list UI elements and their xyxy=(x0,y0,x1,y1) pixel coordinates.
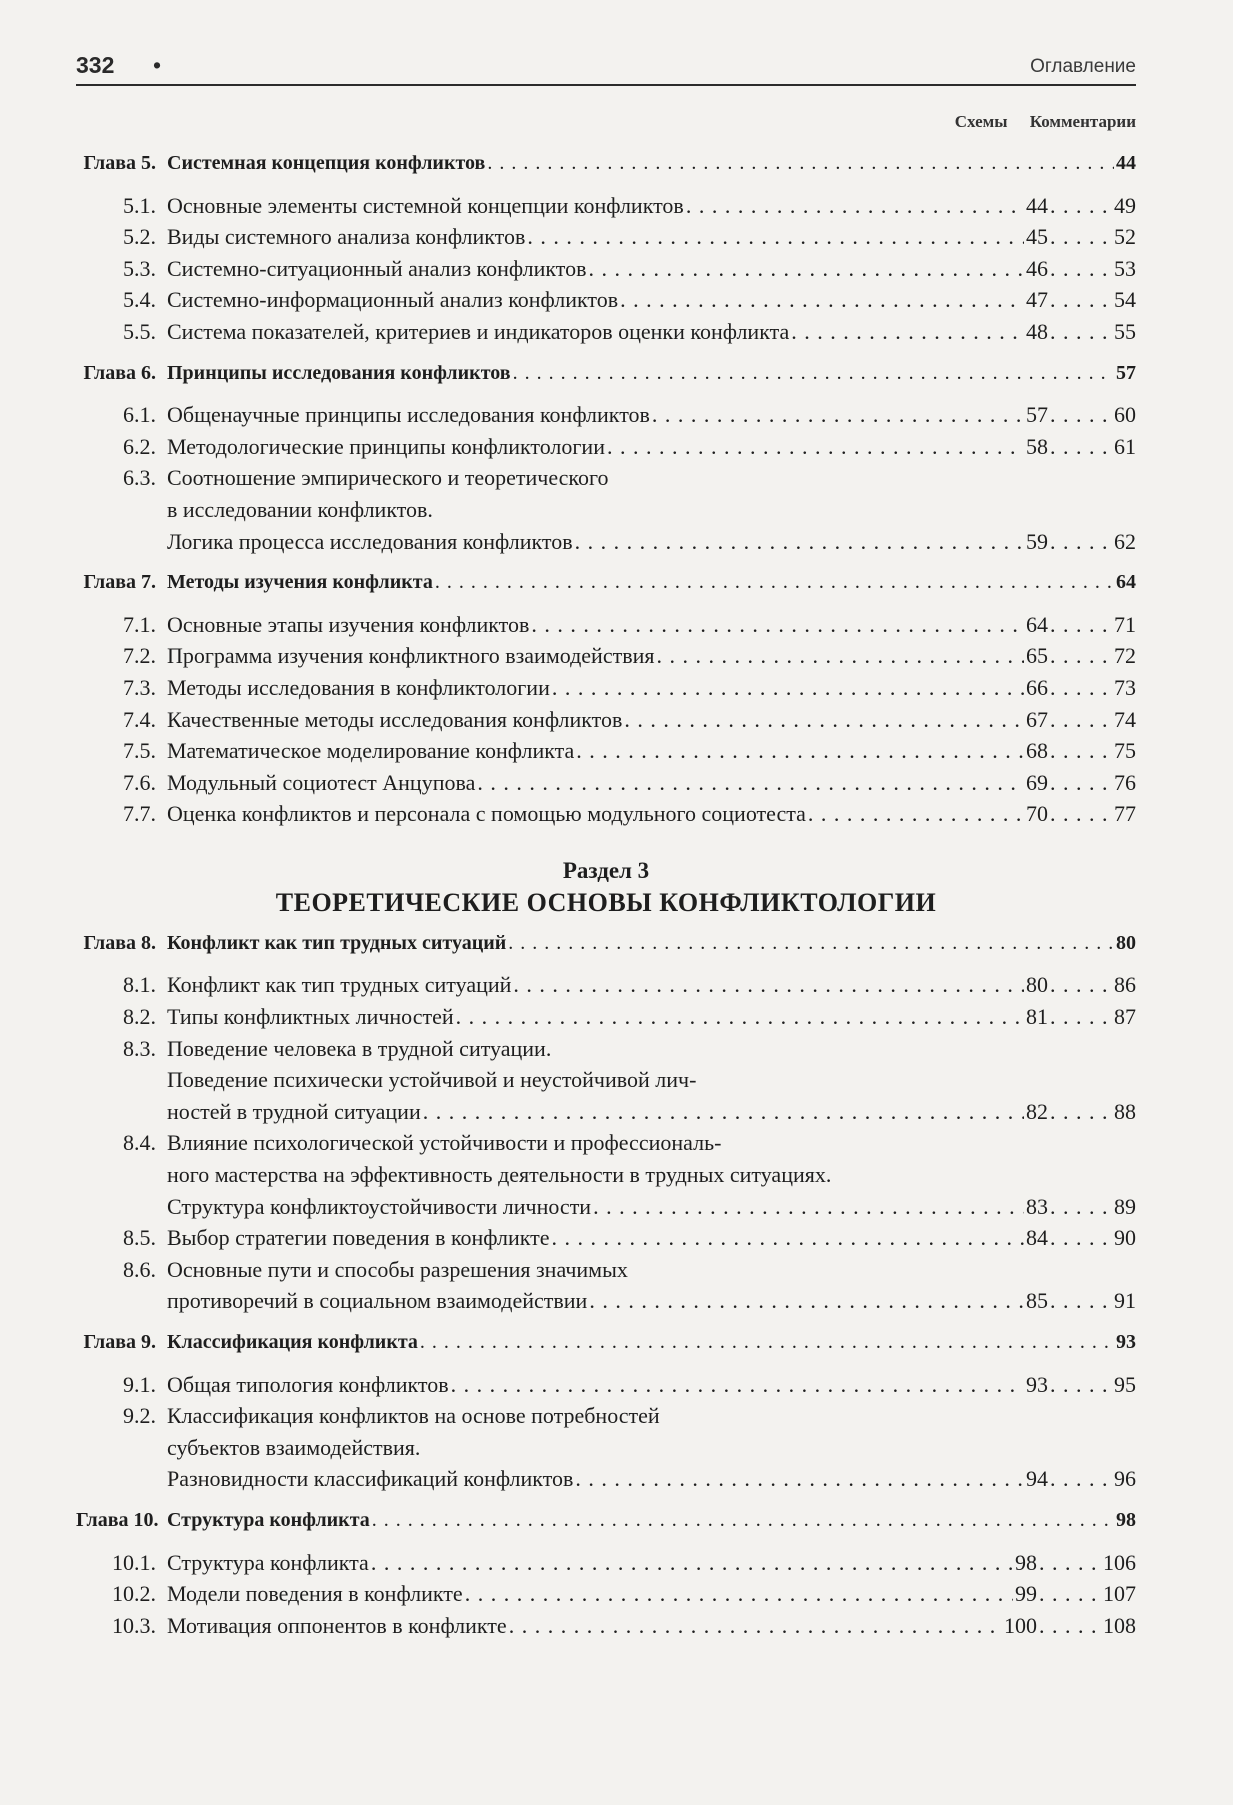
item-title: Классификация конфликтов на основе потребностей xyxy=(167,1403,660,1429)
item-title: Конфликт как тип трудных ситуаций xyxy=(167,972,512,998)
toc-item-line xyxy=(76,526,1136,558)
item-title: Поведение человека в трудной ситуации. xyxy=(167,1035,552,1061)
comment-page: 54 xyxy=(1114,287,1136,313)
comment-page: 89 xyxy=(1114,1193,1136,1219)
toc-item-line xyxy=(76,640,1136,672)
chapter-label: Глава 5. xyxy=(83,152,156,174)
comment-page: 75 xyxy=(1114,738,1136,764)
item-title: Качественные методы исследования конфликтов xyxy=(167,706,623,732)
scheme-page: 94 xyxy=(1026,1466,1048,1492)
spacer xyxy=(76,180,1136,190)
dot-leader xyxy=(423,1096,1024,1128)
column-header-schemes: Схемы xyxy=(954,112,1008,131)
toc-item-line xyxy=(76,1463,1136,1495)
comment-page: 88 xyxy=(1114,1098,1136,1124)
item-number: 9.2. xyxy=(123,1403,156,1429)
dot-leader xyxy=(1050,767,1112,799)
dot-leader xyxy=(1050,704,1112,736)
item-number: 6.1. xyxy=(123,402,156,428)
dot-leader xyxy=(1050,284,1112,316)
item-title: Разновидности классификаций конфликтов xyxy=(167,1466,574,1492)
item-title: Основные пути и способы разрешения значимых xyxy=(167,1256,628,1282)
item-number: 7.4. xyxy=(123,706,156,732)
item-title: Методы исследования в конфликтологии xyxy=(167,674,550,700)
toc-item-line xyxy=(76,1064,1136,1096)
comment-page: 62 xyxy=(1114,528,1136,554)
dot-leader xyxy=(1039,1610,1101,1642)
item-title: Модели поведения в конфликте xyxy=(167,1581,463,1607)
item-title: ностей в трудной ситуации xyxy=(167,1098,421,1124)
dot-leader xyxy=(791,316,1024,348)
dot-leader xyxy=(1050,672,1112,704)
scheme-page: 84 xyxy=(1026,1225,1048,1251)
item-title: противоречий в социальном взаимодействии xyxy=(167,1288,588,1314)
item-title: Поведение психически устойчивой и неустойчивой лич- xyxy=(167,1067,697,1093)
dot-leader xyxy=(593,1191,1024,1223)
item-title: Основные этапы изучения конфликтов xyxy=(167,611,530,637)
scheme-page: 64 xyxy=(1026,611,1048,637)
comment-page: 52 xyxy=(1114,224,1136,250)
dot-leader xyxy=(451,1369,1024,1401)
scheme-page: 66 xyxy=(1026,674,1048,700)
chapter-label: Глава 6. xyxy=(83,361,156,384)
comment-page: 77 xyxy=(1114,801,1136,827)
section-heading xyxy=(76,856,1136,920)
dot-leader xyxy=(1050,316,1112,348)
spacer xyxy=(76,599,1136,609)
comment-page: 86 xyxy=(1114,972,1136,998)
item-number: 7.7. xyxy=(123,801,156,827)
page-number: 332 xyxy=(76,52,115,78)
item-number: 5.3. xyxy=(123,255,156,281)
comment-page: 53 xyxy=(1114,255,1136,281)
chapter-title: Классификация конфликта xyxy=(167,1331,418,1353)
dot-leader xyxy=(1050,399,1112,431)
dot-leader xyxy=(1050,1285,1112,1317)
item-number: 6.3. xyxy=(123,465,156,491)
spacer xyxy=(76,1537,1136,1547)
comment-page: 96 xyxy=(1114,1466,1136,1492)
chapter-title: Методы изучения конфликта xyxy=(167,571,433,594)
chapter-page: 64 xyxy=(1116,571,1136,594)
item-title: Соотношение эмпирического и теоретического xyxy=(167,465,609,491)
comment-page: 61 xyxy=(1114,433,1136,459)
chapter-label: Глава 9. xyxy=(83,1331,156,1353)
dot-leader xyxy=(575,526,1024,558)
spacer xyxy=(76,1495,1136,1505)
dot-leader xyxy=(552,1222,1024,1254)
dot-leader xyxy=(420,1327,1114,1359)
toc-item-line xyxy=(76,767,1136,799)
item-title: Программа изучения конфликтного взаимодействия xyxy=(167,643,655,669)
scheme-page: 65 xyxy=(1026,643,1048,669)
toc-item-line xyxy=(76,609,1136,641)
comment-page: 91 xyxy=(1114,1288,1136,1314)
toc-item-line xyxy=(76,1400,1136,1432)
toc-item-line xyxy=(76,1547,1136,1579)
scheme-page: 70 xyxy=(1026,801,1048,827)
toc-item-line xyxy=(76,798,1136,830)
toc-item-line xyxy=(76,494,1136,526)
dot-leader xyxy=(509,1610,1002,1642)
scheme-page: 85 xyxy=(1026,1288,1048,1314)
section-title: ТЕОРЕТИЧЕСКИЕ ОСНОВЫ КОНФЛИКТОЛОГИИ xyxy=(275,887,937,917)
chapter-title: Конфликт как тип трудных ситуаций xyxy=(167,931,507,954)
toc-item-line xyxy=(76,284,1136,316)
chapter-page: 80 xyxy=(1116,931,1136,954)
comment-page: 95 xyxy=(1114,1371,1136,1397)
toc-item-line xyxy=(76,735,1136,767)
spacer xyxy=(76,557,1136,567)
table-of-contents-part-1 xyxy=(76,148,1136,840)
comment-page: 49 xyxy=(1114,192,1136,218)
item-number: 7.6. xyxy=(123,769,156,795)
scheme-page: 80 xyxy=(1026,972,1048,998)
chapter-entry xyxy=(76,928,1136,960)
scheme-page: 44 xyxy=(1026,192,1048,218)
item-number: 6.2. xyxy=(123,433,156,459)
item-number: 5.5. xyxy=(123,318,156,344)
chapter-title: Системная концепция конфликтов xyxy=(167,152,486,174)
toc-item-line xyxy=(76,704,1136,736)
item-number: 8.5. xyxy=(123,1225,156,1251)
dot-leader xyxy=(1050,190,1112,222)
dot-leader xyxy=(1050,969,1112,1001)
dot-leader xyxy=(1050,1096,1112,1128)
toc-item-line xyxy=(76,1610,1136,1642)
dot-leader xyxy=(686,190,1024,222)
toc-item-line xyxy=(76,431,1136,463)
item-title: Структура конфликта xyxy=(167,1549,369,1575)
toc-item-line xyxy=(76,1369,1136,1401)
dot-leader xyxy=(607,431,1024,463)
dot-leader xyxy=(1050,1222,1112,1254)
item-title: Типы конфликтных личностей xyxy=(167,1004,454,1030)
toc-item-line xyxy=(76,1578,1136,1610)
item-title: субъектов взаимодействия. xyxy=(167,1434,421,1460)
toc-item-line xyxy=(76,253,1136,285)
dot-leader xyxy=(1050,1463,1112,1495)
dot-leader xyxy=(465,1578,1013,1610)
toc-item-line xyxy=(76,1159,1136,1191)
toc-item-line xyxy=(76,1191,1136,1223)
comment-page: 90 xyxy=(1114,1225,1136,1251)
dot-leader xyxy=(371,1547,1013,1579)
dot-leader xyxy=(513,358,1114,390)
dot-leader xyxy=(1050,609,1112,641)
dot-leader xyxy=(477,767,1024,799)
item-title: в исследовании конфликтов. xyxy=(167,496,433,522)
dot-leader xyxy=(508,928,1114,960)
scheme-page: 67 xyxy=(1026,706,1048,732)
scheme-page: 59 xyxy=(1026,528,1048,554)
scheme-page: 82 xyxy=(1026,1098,1048,1124)
item-title: Системно-информационный анализ конфликтов xyxy=(167,287,619,313)
section-label: Раздел 3 xyxy=(562,857,650,883)
book-page xyxy=(76,44,1136,1651)
dot-leader xyxy=(1050,1191,1112,1223)
dot-leader xyxy=(575,1463,1024,1495)
toc-item-line xyxy=(76,399,1136,431)
chapter-title: Принципы исследования конфликтов xyxy=(167,361,511,384)
item-title: Влияние психологической устойчивости и профессиональ- xyxy=(167,1130,722,1156)
dot-leader xyxy=(531,609,1024,641)
toc-item-line xyxy=(76,1001,1136,1033)
scheme-page: 81 xyxy=(1026,1004,1048,1030)
dot-leader xyxy=(1050,798,1112,830)
comment-page: 55 xyxy=(1114,318,1136,344)
chapter-entry xyxy=(76,358,1136,390)
dot-leader xyxy=(527,221,1024,253)
bullet-glyph: • xyxy=(153,52,162,78)
item-title: Структура конфликтоустойчивости личности xyxy=(167,1193,592,1219)
scheme-page: 93 xyxy=(1026,1371,1048,1397)
dot-leader xyxy=(1050,1001,1112,1033)
comment-page: 76 xyxy=(1114,769,1136,795)
item-number: 5.1. xyxy=(123,192,156,218)
chapter-label: Глава 10. xyxy=(76,1508,159,1531)
dot-leader xyxy=(657,640,1025,672)
chapter-page: 93 xyxy=(1116,1331,1136,1353)
comment-page: 107 xyxy=(1103,1581,1136,1607)
scheme-page: 99 xyxy=(1015,1581,1037,1607)
item-number: 7.3. xyxy=(123,674,156,700)
scheme-page: 100 xyxy=(1004,1612,1037,1638)
toc-item-line xyxy=(76,316,1136,348)
toc-item-line xyxy=(76,221,1136,253)
scheme-page: 46 xyxy=(1026,255,1048,281)
item-title: Математическое моделирование конфликта xyxy=(167,738,575,764)
item-number: 10.3. xyxy=(112,1612,156,1638)
dot-leader xyxy=(1039,1547,1101,1579)
item-title: Основные элементы системной концепции конфликтов xyxy=(167,192,684,218)
table-of-contents-part-2 xyxy=(76,928,1136,1651)
item-number: 7.5. xyxy=(123,738,156,764)
spacer xyxy=(76,1359,1136,1369)
scheme-page: 68 xyxy=(1026,738,1048,764)
dot-leader xyxy=(487,148,1114,180)
dot-leader xyxy=(1050,253,1112,285)
dot-leader xyxy=(552,672,1024,704)
item-number: 9.1. xyxy=(123,1371,156,1397)
item-number: 8.4. xyxy=(123,1130,156,1156)
comment-page: 73 xyxy=(1114,674,1136,700)
item-number: 8.2. xyxy=(123,1004,156,1030)
chapter-entry xyxy=(76,567,1136,599)
chapter-entry xyxy=(76,1327,1136,1359)
scheme-page: 83 xyxy=(1026,1193,1048,1219)
column-header-comments: Комментарии xyxy=(1029,112,1136,131)
chapter-entry xyxy=(76,148,1136,180)
dot-leader xyxy=(1050,1369,1112,1401)
toc-item-line xyxy=(76,1432,1136,1464)
running-head xyxy=(76,44,1136,86)
chapter-entry xyxy=(76,1505,1136,1537)
comment-page: 60 xyxy=(1114,402,1136,428)
chapter-label: Глава 8. xyxy=(83,931,156,954)
dot-leader xyxy=(1050,640,1112,672)
comment-page: 72 xyxy=(1114,643,1136,669)
scheme-page: 48 xyxy=(1026,318,1048,344)
dot-leader xyxy=(620,284,1024,316)
toc-item-line xyxy=(76,1127,1136,1159)
item-number: 5.4. xyxy=(123,287,156,313)
dot-leader xyxy=(588,253,1024,285)
chapter-title: Структура конфликта xyxy=(167,1508,370,1531)
toc-item-line xyxy=(76,1254,1136,1286)
dot-leader xyxy=(435,567,1114,599)
item-title: Общая типология конфликтов xyxy=(167,1371,449,1397)
item-number: 10.2. xyxy=(112,1581,156,1607)
dot-leader xyxy=(652,399,1024,431)
item-number: 5.2. xyxy=(123,224,156,250)
toc-item-line xyxy=(76,190,1136,222)
scheme-page: 57 xyxy=(1026,402,1048,428)
spacer xyxy=(76,389,1136,399)
running-head-title: Оглавление xyxy=(1030,56,1136,77)
item-number: 8.1. xyxy=(123,972,156,998)
dot-leader xyxy=(1050,735,1112,767)
item-title: Методологические принципы конфликтологии xyxy=(167,433,605,459)
spacer xyxy=(76,830,1136,840)
dot-leader xyxy=(456,1001,1024,1033)
item-number: 10.1. xyxy=(112,1549,156,1575)
comment-page: 106 xyxy=(1103,1549,1136,1575)
scheme-page: 47 xyxy=(1026,287,1048,313)
spacer xyxy=(76,1641,1136,1651)
comment-page: 87 xyxy=(1114,1004,1136,1030)
item-title: Система показателей, критериев и индикаторов оценки конфликта xyxy=(167,318,790,344)
chapter-page: 44 xyxy=(1116,152,1136,174)
item-title: Логика процесса исследования конфликтов xyxy=(167,528,573,554)
toc-item-line xyxy=(76,672,1136,704)
scheme-page: 58 xyxy=(1026,433,1048,459)
item-title: Выбор стратегии поведения в конфликте xyxy=(167,1225,550,1251)
dot-leader xyxy=(576,735,1024,767)
dot-leader xyxy=(1050,221,1112,253)
item-title: Оценка конфликтов и персонала с помощью модульного социотеста xyxy=(167,801,806,827)
toc-item-line xyxy=(76,462,1136,494)
column-headers xyxy=(76,112,1136,138)
comment-page: 74 xyxy=(1114,706,1136,732)
item-number: 7.2. xyxy=(123,643,156,669)
item-number: 8.6. xyxy=(123,1256,156,1282)
item-number: 8.3. xyxy=(123,1035,156,1061)
item-title: Системно-ситуационный анализ конфликтов xyxy=(167,255,587,281)
dot-leader xyxy=(808,798,1024,830)
toc-item-line xyxy=(76,1222,1136,1254)
item-title: Модульный социотест Анцупова xyxy=(167,769,476,795)
chapter-label: Глава 7. xyxy=(83,571,156,594)
toc-item-line xyxy=(76,1285,1136,1317)
chapter-page: 98 xyxy=(1116,1508,1136,1531)
scheme-page: 69 xyxy=(1026,769,1048,795)
spacer xyxy=(76,959,1136,969)
comment-page: 108 xyxy=(1103,1612,1136,1638)
dot-leader xyxy=(1039,1578,1101,1610)
spacer xyxy=(76,348,1136,358)
dot-leader xyxy=(513,969,1024,1001)
dot-leader xyxy=(1050,526,1112,558)
dot-leader xyxy=(624,704,1024,736)
comment-page: 71 xyxy=(1114,611,1136,637)
spacer xyxy=(76,1317,1136,1327)
toc-item-line xyxy=(76,1096,1136,1128)
item-title: Мотивация оппонентов в конфликте xyxy=(167,1612,507,1638)
toc-item-line xyxy=(76,1033,1136,1065)
item-title: Виды системного анализа конфликтов xyxy=(167,224,526,250)
toc-item-line xyxy=(76,969,1136,1001)
scheme-page: 98 xyxy=(1015,1549,1037,1575)
item-number: 7.1. xyxy=(123,611,156,637)
item-title: ного мастерства на эффективность деятельности в трудных ситуациях. xyxy=(167,1162,832,1188)
scheme-page: 45 xyxy=(1026,224,1048,250)
chapter-page: 57 xyxy=(1116,361,1136,384)
dot-leader xyxy=(589,1285,1024,1317)
dot-leader xyxy=(372,1505,1114,1537)
item-title: Общенаучные принципы исследования конфликтов xyxy=(167,402,650,428)
dot-leader xyxy=(1050,431,1112,463)
